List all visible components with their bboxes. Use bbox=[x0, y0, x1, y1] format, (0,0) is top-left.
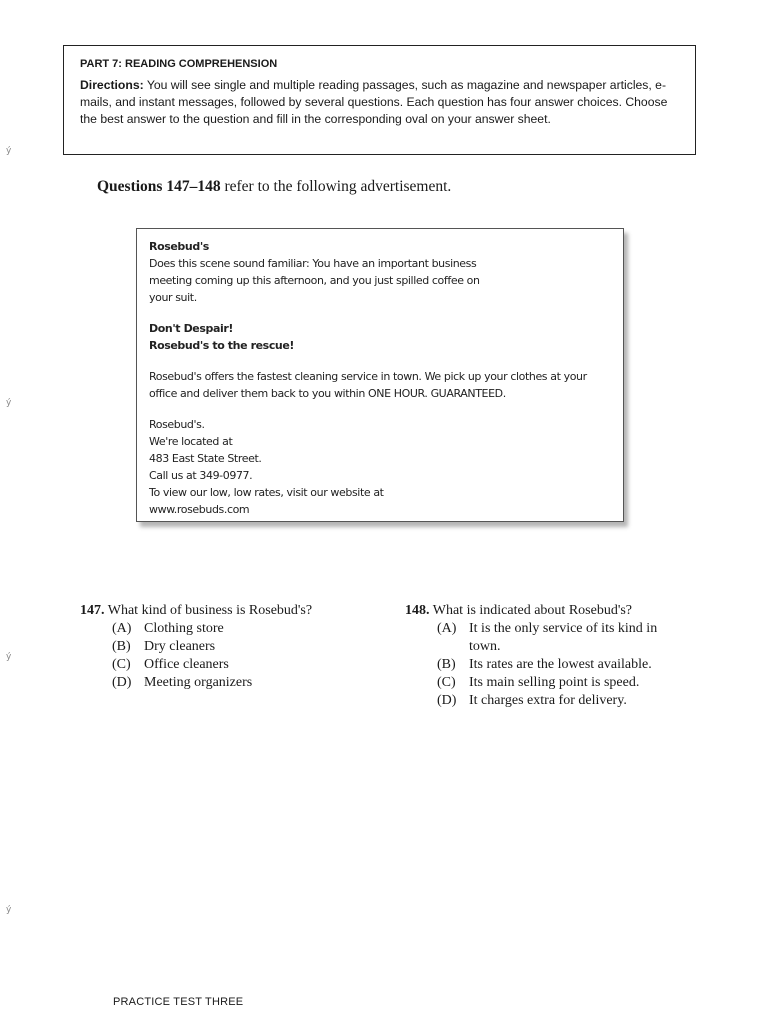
question-number: 148. bbox=[405, 603, 430, 618]
scan-mark: ý bbox=[6, 146, 12, 156]
choice-letter: (A) bbox=[112, 621, 132, 636]
scan-mark: ý bbox=[6, 398, 12, 408]
ad-contact-line: To view our low, low rates, visit our website at bbox=[149, 486, 384, 499]
directions-box bbox=[63, 45, 696, 155]
ad-body: Rosebud's offers the fastest cleaning service in town. We pick up your clothes at your office and deliver them back to you within ONE HOUR. GUARANTEED. bbox=[149, 370, 587, 400]
page-footer: PRACTICE TEST THREE bbox=[113, 996, 244, 1008]
answer-choice-a bbox=[405, 620, 695, 656]
scan-mark: ý bbox=[6, 905, 12, 915]
choice-text: Its rates are the lowest available. bbox=[469, 657, 652, 672]
questions-reference bbox=[97, 178, 451, 196]
answer-choice-b bbox=[80, 638, 370, 656]
question-147 bbox=[80, 602, 370, 692]
ad-headline-2: Rosebud's to the rescue! bbox=[149, 339, 295, 352]
question-number: 147. bbox=[80, 603, 105, 618]
ad-website: www.rosebuds.com bbox=[149, 503, 250, 516]
answer-choice-d bbox=[405, 692, 695, 710]
question-range-text: refer to the following advertisement. bbox=[220, 178, 452, 195]
directions-label: Directions: bbox=[80, 78, 144, 92]
ad-intro: Does this scene sound familiar: You have an important business meeting coming up this afternoon, and you just spilled coffee on your suit. bbox=[149, 257, 480, 304]
question-stem bbox=[405, 602, 695, 620]
choice-letter: (D) bbox=[112, 675, 132, 690]
choice-text: It is the only service of its kind in town. bbox=[469, 621, 658, 654]
answer-choice-c bbox=[405, 674, 695, 692]
choice-letter: (C) bbox=[437, 675, 456, 690]
question-stem bbox=[80, 602, 370, 620]
choice-letter: (C) bbox=[112, 657, 131, 672]
choice-text: Its main selling point is speed. bbox=[469, 675, 640, 690]
ad-headline-1: Don't Despair! bbox=[149, 322, 234, 335]
ad-contact-line: Rosebud's. bbox=[149, 418, 205, 431]
choice-letter: (A) bbox=[437, 621, 457, 636]
directions-text bbox=[80, 77, 679, 128]
choice-letter: (D) bbox=[437, 693, 457, 708]
answer-choice-d bbox=[80, 674, 370, 692]
ad-contact-line: We're located at bbox=[149, 435, 233, 448]
ad-contact-line: 483 East State Street. bbox=[149, 452, 262, 465]
question-range: Questions 147–148 bbox=[97, 178, 221, 195]
directions-body: You will see single and multiple reading passages, such as magazine and newspaper articles, e-mails, and instant messages, followed by several questions. Each question has four answer choices. Choose the best answer to the question and fill in the corresponding oval on your answer sheet. bbox=[80, 78, 668, 126]
question-148 bbox=[405, 602, 695, 710]
advertisement-box bbox=[136, 228, 624, 522]
choice-text: Meeting organizers bbox=[144, 675, 253, 690]
question-text: What kind of business is Rosebud's? bbox=[104, 603, 313, 618]
ad-title: Rosebud's bbox=[149, 240, 209, 253]
choice-text: Dry cleaners bbox=[144, 639, 216, 654]
part-title: PART 7: READING COMPREHENSION bbox=[80, 58, 278, 70]
scan-mark: ý bbox=[6, 652, 12, 662]
choice-letter: (B) bbox=[112, 639, 131, 654]
choice-text: It charges extra for delivery. bbox=[469, 693, 627, 708]
answer-choice-c bbox=[80, 656, 370, 674]
choice-text: Clothing store bbox=[144, 621, 224, 636]
answer-choice-a bbox=[80, 620, 370, 638]
answer-choice-b bbox=[405, 656, 695, 674]
ad-contact-line: Call us at 349-0977. bbox=[149, 469, 253, 482]
choice-text: Office cleaners bbox=[144, 657, 229, 672]
choice-letter: (B) bbox=[437, 657, 456, 672]
question-text: What is indicated about Rosebud's? bbox=[429, 603, 633, 618]
